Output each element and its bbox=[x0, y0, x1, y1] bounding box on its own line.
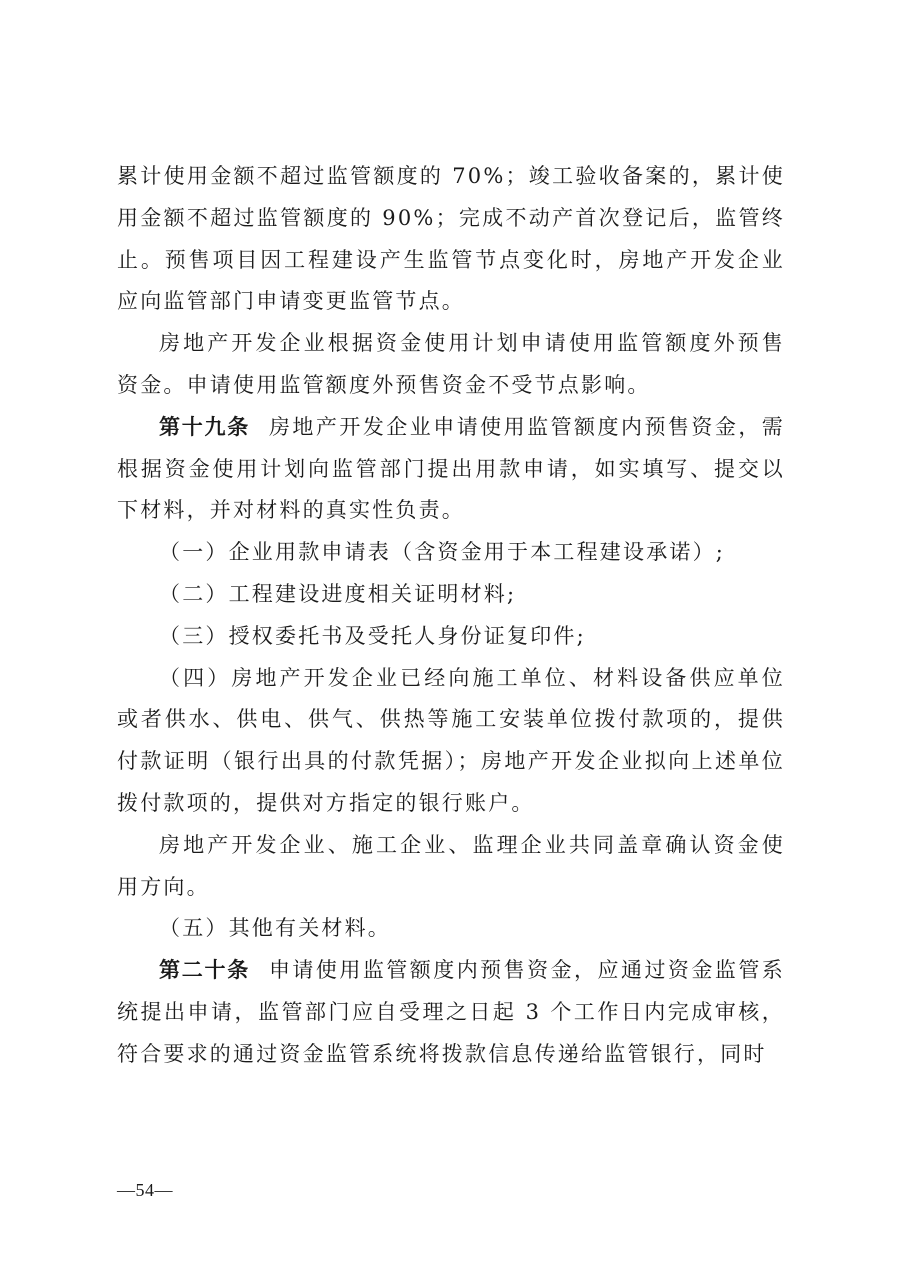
paragraph bbox=[117, 323, 785, 407]
list-item bbox=[117, 532, 785, 574]
paragraph-text: 累计使用金额不超过监管额度的 70%；竣工验收备案的，累计使用金额不超过监管额度的 90%；完成不动产首次登记后，监管终止。预售项目因工程建设产生监管节点变化时，房地产开发企业应向监管部门申请变更监管节点。 bbox=[117, 164, 785, 314]
paragraph-text: （一）企业用款申请表（含资金用于本工程建设承诺）; bbox=[159, 540, 726, 565]
paragraph-text: （二）工程建设进度相关证明材料; bbox=[159, 581, 517, 606]
paragraph-text: （三）授权委托书及受托人身份证复印件; bbox=[159, 623, 586, 648]
list-item bbox=[117, 616, 785, 658]
paragraph-article-19 bbox=[117, 407, 785, 532]
list-item bbox=[117, 658, 785, 825]
list-item bbox=[117, 574, 785, 616]
paragraph-text: （五）其他有关材料。 bbox=[159, 916, 391, 941]
list-item bbox=[117, 908, 785, 950]
page-number: —54— bbox=[117, 1180, 173, 1200]
paragraph-text: （四）房地产开发企业已经向施工单位、材料设备供应单位或者供水、供电、供气、供热等施工安装单位拨付款项的，提供付款证明（银行出具的付款凭据）；房地产开发企业拟向上述单位拨付款项的，提供对方指定的银行账户。 bbox=[117, 665, 785, 815]
paragraph bbox=[117, 156, 785, 323]
paragraph-text: 房地产开发企业申请使用监管额度内预售资金，需根据资金使用计划向监管部门提出用款申请，如实填写、提交以下材料，并对材料的真实性负责。 bbox=[117, 414, 785, 523]
document-body bbox=[117, 156, 785, 1076]
article-number: 第二十条 bbox=[159, 958, 251, 983]
article-number: 第十九条 bbox=[159, 414, 251, 439]
paragraph-article-20 bbox=[117, 950, 785, 1075]
paragraph bbox=[117, 825, 785, 909]
paragraph-text: 房地产开发企业、施工企业、监理企业共同盖章确认资金使用方向。 bbox=[117, 832, 785, 899]
paragraph-text: 房地产开发企业根据资金使用计划申请使用监管额度外预售资金。申请使用监管额度外预售资金不受节点影响。 bbox=[117, 331, 785, 397]
paragraph-text: 申请使用监管额度内预售资金，应通过资金监管系统提出申请，监管部门应自受理之日起 3 个工作日内完成审核，符合要求的通过资金监管系统将拨款信息传递给监管银行，同时 bbox=[117, 958, 785, 1066]
